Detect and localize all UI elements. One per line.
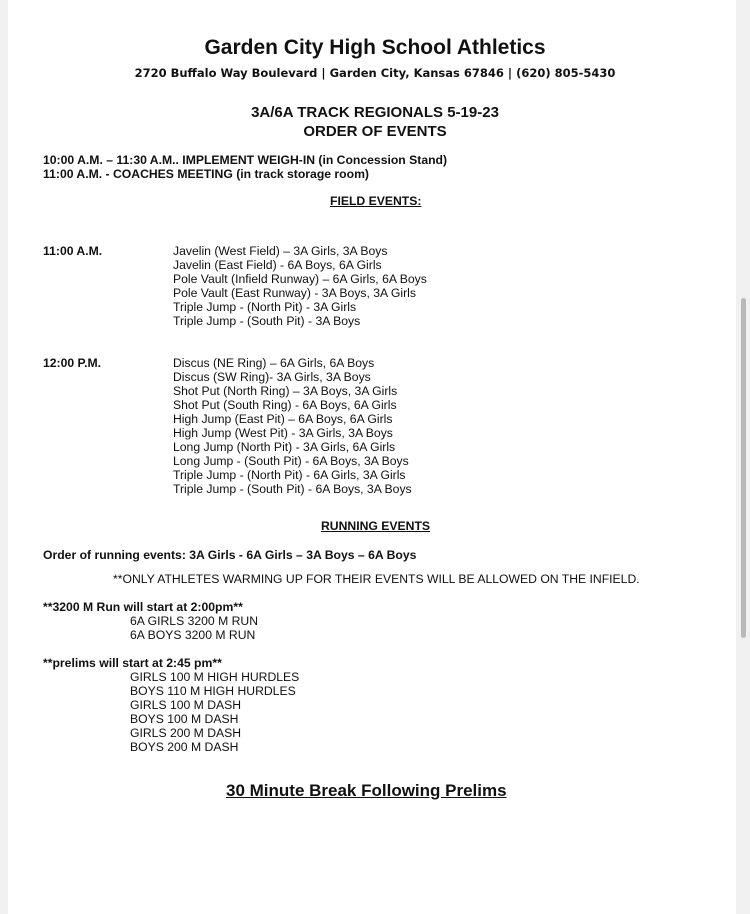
pre-meet-item: 10:00 A.M. – 11:30 A.M.. IMPLEMENT WEIGH-IN (in Concession Stand) <box>43 153 448 167</box>
prelims-list <box>130 670 299 754</box>
run3200-list <box>130 614 258 642</box>
meet-subtitle: ORDER OF EVENTS <box>303 123 447 140</box>
field-event-item: High Jump (West Pit) - 3A Girls, 3A Boys <box>173 426 393 440</box>
running-event-item: 6A BOYS 3200 M RUN <box>130 628 256 642</box>
prelims-label: **prelims will start at 2:45 pm** <box>43 656 222 670</box>
running-event-item: GIRLS 100 M DASH <box>130 698 242 712</box>
school-title: Garden City High School Athletics <box>204 36 546 59</box>
field-event-item: Pole Vault (Infield Runway) – 6A Girls, 6A Boys <box>173 272 427 286</box>
running-order: Order of running events: 3A Girls - 6A Girls – 3A Boys – 6A Boys <box>43 548 417 562</box>
field-event-item: Javelin (West Field) – 3A Girls, 3A Boys <box>173 244 388 258</box>
field-event-item: Triple Jump - (South Pit) - 6A Boys, 3A Boys <box>173 482 412 496</box>
pre-meet-item: 11:00 A.M. - COACHES MEETING (in track storage room) <box>43 167 369 181</box>
infield-note: **ONLY ATHLETES WARMING UP FOR THEIR EVENTS WILL BE ALLOWED ON THE INFIELD. <box>113 572 640 586</box>
running-event-item: BOYS 110 M HIGH HURDLES <box>130 684 296 698</box>
field-event-item: Shot Put (North Ring) – 3A Boys, 3A Girls <box>173 384 398 398</box>
running-event-item: 6A GIRLS 3200 M RUN <box>130 614 259 628</box>
school-address: 2720 Buffalo Way Boulevard | Garden City, Kansas 67846 | (620) 805-5430 <box>134 66 616 80</box>
break-notice: 30 Minute Break Following Prelims <box>226 781 507 800</box>
session-events <box>173 244 427 328</box>
session-time: 12:00 P.M. <box>43 356 102 370</box>
field-event-item: Long Jump (North Pit) - 3A Girls, 6A Girls <box>173 440 396 454</box>
meet-title: 3A/6A TRACK REGIONALS 5-19-23 <box>251 104 499 121</box>
running-event-item: GIRLS 200 M DASH <box>130 726 242 740</box>
field-event-item: Long Jump - (South Pit) - 6A Boys, 3A Boys <box>173 454 409 468</box>
field-event-item: Pole Vault (East Runway) - 3A Boys, 3A Girls <box>173 286 416 300</box>
field-event-item: Discus (SW Ring)- 3A Girls, 3A Boys <box>173 370 371 384</box>
running-event-item: BOYS 100 M DASH <box>130 712 239 726</box>
running-events-heading: RUNNING EVENTS <box>321 519 431 533</box>
field-event-item: Triple Jump - (South Pit) - 3A Boys <box>173 314 361 328</box>
run3200-label: **3200 M Run will start at 2:00pm** <box>43 600 243 614</box>
running-event-item: GIRLS 100 M HIGH HURDLES <box>130 670 300 684</box>
field-event-item: Shot Put (South Ring) - 6A Boys, 6A Girls <box>173 398 397 412</box>
field-event-item: Javelin (East Field) - 6A Boys, 6A Girls <box>173 258 382 272</box>
session-events <box>173 356 412 496</box>
field-events-heading: FIELD EVENTS: <box>330 194 422 208</box>
field-event-item: Triple Jump - (North Pit) - 6A Girls, 3A Girls <box>173 468 406 482</box>
vertical-scrollbar[interactable] <box>741 298 746 638</box>
field-event-item: High Jump (East Pit) – 6A Boys, 6A Girls <box>173 412 393 426</box>
field-event-item: Discus (NE Ring) – 6A Girls, 6A Boys <box>173 356 375 370</box>
running-event-item: BOYS 200 M DASH <box>130 740 239 754</box>
field-event-item: Triple Jump - (North Pit) - 3A Girls <box>173 300 357 314</box>
session-time: 11:00 A.M. <box>43 244 103 258</box>
pre-meet-list <box>43 153 447 181</box>
